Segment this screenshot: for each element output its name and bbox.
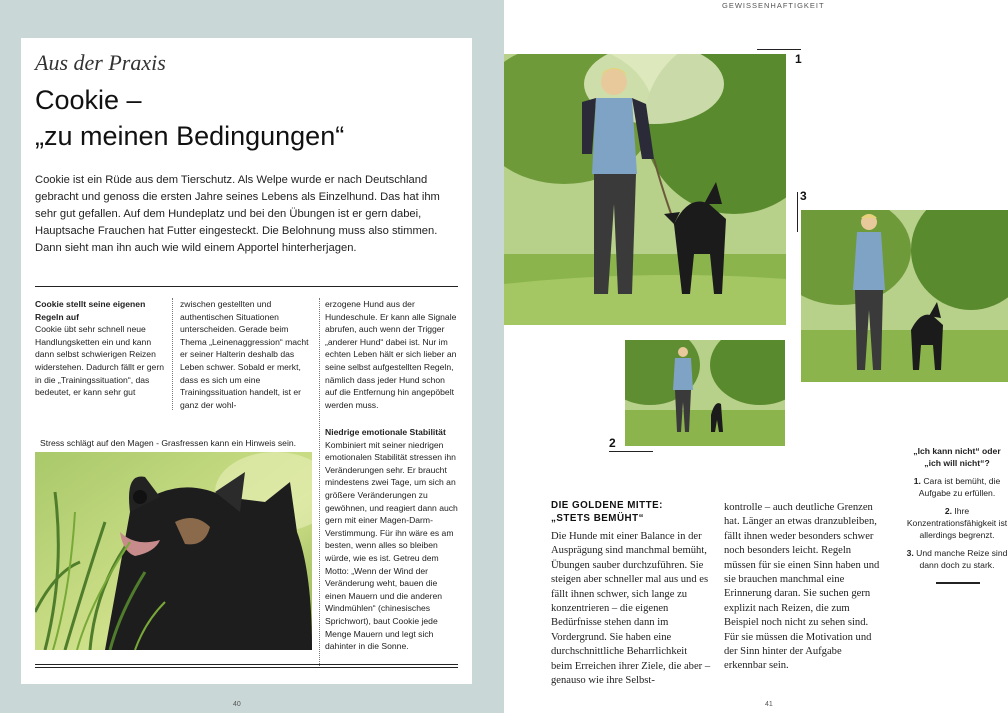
col1-text: Cookie übt sehr schnell neue Handlungsketten ein und kann dann selbst schwierigen Reizen widerstehen. Dadurch fällt er gern in die „Trainingssituation“, das bedeutet, er kann sehr gut <box>35 324 164 398</box>
sidebar-item-text: Cara ist bemüht, die Aufgabe zu erfüllen. <box>918 476 1001 498</box>
photo-number-1: 1 <box>795 52 802 66</box>
running-head: GEWISSENHAFTIGKEIT <box>722 1 825 10</box>
woman-and-dog-distance-illustration <box>625 340 785 446</box>
column-3b <box>325 426 458 653</box>
col3b-heading: Niedrige emotionale Stabilität <box>325 427 446 437</box>
section-heading-line2: „STETS BEMÜHT“ <box>551 513 644 524</box>
dog-eating-grass-photo <box>35 452 312 650</box>
top-rule <box>35 286 458 287</box>
sidebar-item-number: 3. <box>906 548 914 558</box>
bottom-rule <box>35 664 458 665</box>
photo-2-rule <box>609 451 653 452</box>
page-title-line1: Cookie – <box>35 85 142 115</box>
photo-number-2: 2 <box>609 436 616 450</box>
sidebar-rule <box>936 582 980 584</box>
column-2: zwischen gestellten und authentischen Situationen unterscheiden. Gerade beim Thema „Leinenaggression“ macht er seiner Halterin deshalb das Leben schwer. Sobald er merkt, dass es sich um eine Trainingssituation handelt, ist er ganz der wohl- <box>180 299 309 410</box>
sidebar-box <box>906 445 1008 571</box>
sidebar-item-number: 1. <box>913 476 921 486</box>
photo-3 <box>801 210 1008 382</box>
kicker: Aus der Praxis <box>35 50 166 75</box>
col3b-text: Kombiniert mit seiner niedrigen emotionalen Stabilität stressen ihn Veränderungen sehr. Er braucht mindestens zwei Tage, um sich an größere Veränderungen zu gewöhnen, und reagiert dann auch gern mit einer Magen-Darm-Verstimmung. Für ihn wäre es am besten, wenn alles so bleiben würde, wie es ist. Getreu dem Motto: „Wenn der Wind der Veränderung weht, bauen die einen Mauern und die anderen Windmühlen“ (chinesisches Sprichwort), baut Cookie jede Menge Mauern und legt sich dahinter in die Sonne. <box>325 439 458 652</box>
sidebar-item <box>906 547 1008 571</box>
page-number-right: 41 <box>765 701 773 708</box>
column-1 <box>35 298 165 399</box>
sidebar-title: „Ich kann nicht“ oder „ich will nicht“? <box>913 446 1001 468</box>
page-number-left: 40 <box>233 701 241 708</box>
photo-3-rule <box>797 192 798 232</box>
section-heading-line1: DIE GOLDENE MITTE: <box>551 500 663 511</box>
sidebar-item <box>906 505 1008 541</box>
photo-caption: Stress schlägt auf den Magen - Grasfressen kann ein Hinweis sein. <box>40 438 297 448</box>
section-heading <box>551 499 663 525</box>
lead-paragraph: Cookie ist ein Rüde aus dem Tierschutz. Als Welpe wurde er nach Deutschland gebracht und genoss die ersten Jahre seines Lebens als Einzelhund. Das hat ihm sehr gut gefallen. Auf dem Hundeplatz und bei den Übungen ist er gern dabei, Hauptsache Frauchen hat Futter eingesteckt. Die Belohnung muss also stimmen. Dann sieht man ihn auch wie wild einem Apportel hinterherjagen. <box>35 174 440 254</box>
sidebar-item-text: Ihre Konzentrationsfähigkeit ist allerdings begrenzt. <box>906 506 1008 540</box>
body-column-2: kontrolle – auch deutliche Grenzen hat. Länger an etwas dranzubleiben, fällt ihnen weder besonders schwer noch besonders leicht. Regeln müssen für sie einen Sinn haben und sie brauchen manchmal eine Erinnerung daran. Sie suchen gern explizit nach Reizen, die zum Beispiel noch nicht zu sehen sind. Für sie müssen die Motivation und der Sinn hinter der Aufgabe erkennbar sein. <box>724 502 880 672</box>
column-divider <box>319 298 320 668</box>
body-column-1: Die Hunde mit einer Balance in der Ausprägung sind manchmal bemüht, Übungen sauber durchzuführen. Sie steigen aber schneller mal aus und es fällt ihnen schwer, sich lange zu konzentrieren – die eigenen Bedürfnisse stehen dann im Vordergrund. Sie haben eine durchschnittliche Beharrlichkeit beim Erreichen ihrer Ziele, die aber – genauso wie ihre Selbst- <box>551 531 711 687</box>
sidebar-item-text: Und manche Reize sind dann doch zu stark. <box>916 548 1008 570</box>
bottom-rule-2 <box>35 667 458 668</box>
sidebar-item-number: 2. <box>944 506 952 516</box>
photo-2 <box>625 340 785 446</box>
sidebar-item <box>906 475 1008 499</box>
photo-1-rule <box>757 49 801 50</box>
column-divider <box>172 298 173 410</box>
dog-eating-grass-illustration <box>35 452 312 650</box>
column-3: erzogene Hund aus der Hundeschule. Er kann alle Signale abrufen, auch wenn der Trigger „anderer Hund“ dabei ist. Nur im echten Leben hält er sich lieber an seine selbst aufgestellten Regeln, nämlich dass jeder Hund schon auf die Entfernung hin angepöbelt werden muss. <box>325 299 457 410</box>
woman-standing-dog-illustration <box>801 210 1008 382</box>
page-title-line2: „zu meinen Bedingungen“ <box>35 121 345 151</box>
woman-walking-dog-illustration <box>504 54 786 325</box>
photo-1 <box>504 54 786 325</box>
col1-heading: Cookie stellt seine eigenen Regeln auf <box>35 299 146 322</box>
photo-number-3: 3 <box>800 189 807 203</box>
